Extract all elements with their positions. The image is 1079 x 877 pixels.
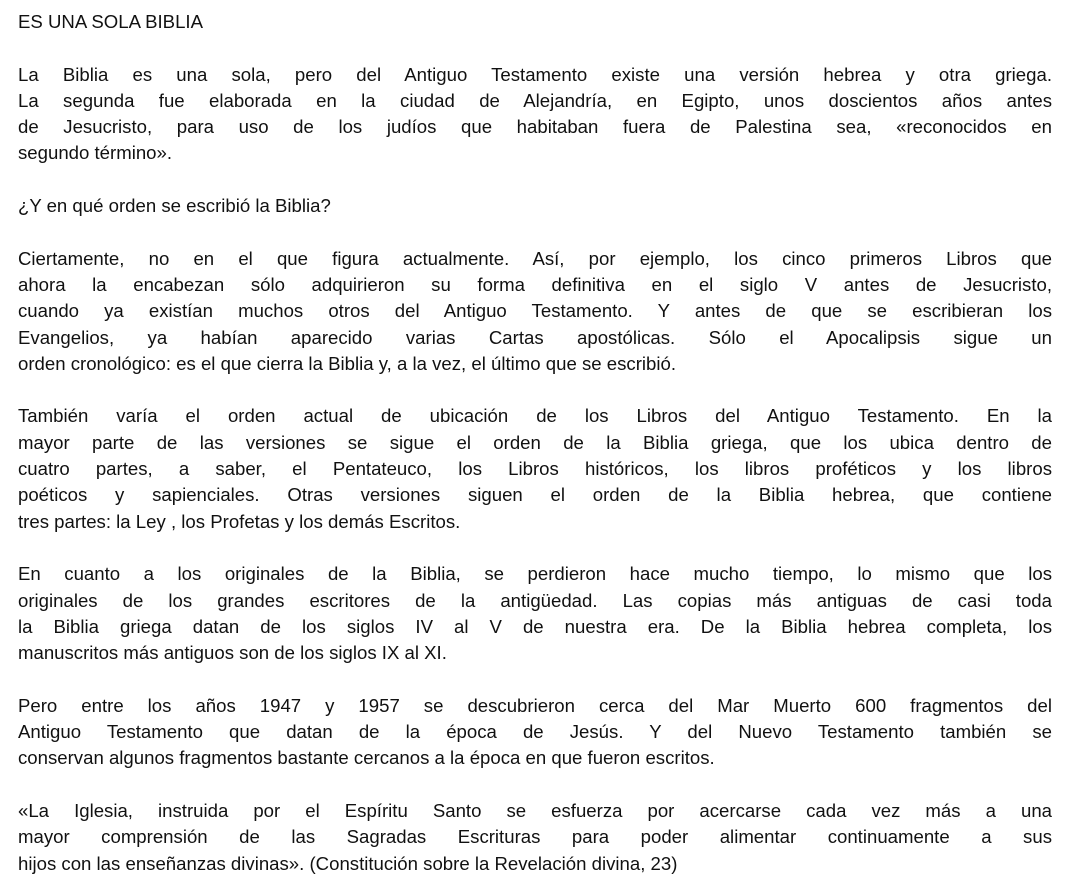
paragraph (18, 561, 1052, 666)
paragraph (18, 62, 1052, 167)
document-page (18, 9, 1052, 877)
document-title: ES UNA SOLA BIBLIA (18, 11, 203, 32)
text-line: la Biblia griega datan de los siglos IV al V de nuestra era. De la Biblia hebrea completa, los (18, 615, 1052, 637)
text-line: ahora la encabezan sólo adquirieron su forma definitiva en el siglo V antes de Jesucristo, (18, 273, 1052, 295)
text-line: orden cronológico: es el que cierra la Biblia y, a la vez, el último que se escribió. (18, 352, 677, 374)
text-line: cuando ya existían muchos otros del Antiguo Testamento. Y antes de que se escribieran los (18, 300, 1052, 322)
text-line: tres partes: la Ley , los Profetas y los demás Escritos. (18, 510, 461, 532)
text-line: «La Iglesia, instruida por el Espíritu Santo se esfuerza por acercarse cada vez más a una (18, 799, 1052, 821)
text-line: Evangelios, ya habían aparecido varias Cartas apostólicas. Sólo el Apocalipsis sigue un (18, 326, 1052, 348)
text-line: hijos con las enseñanzas divinas». (Constitución sobre la Revelación divina, 23) (18, 852, 678, 874)
text-line: La Biblia es una sola, pero del Antiguo Testamento existe una versión hebrea y otra griega. (18, 63, 1052, 85)
text-line: Pero entre los años 1947 y 1957 se descubrieron cerca del Mar Muerto 600 fragmentos del (18, 694, 1052, 716)
document-body (18, 62, 1052, 877)
text-line: conservan algunos fragmentos bastante cercanos a la época en que fueron escritos. (18, 747, 715, 769)
paragraph (18, 403, 1052, 534)
paragraph (18, 693, 1052, 772)
text-line: mayor parte de las versiones se sigue el orden de la Biblia griega, que los ubica dentro de (18, 431, 1052, 453)
text-line: segundo término». (18, 142, 173, 164)
text-line: mayor comprensión de las Sagradas Escrituras para poder alimentar continuamente a sus (18, 826, 1052, 848)
text-line: cuatro partes, a saber, el Pentateuco, los Libros históricos, los libros proféticos y los libros (18, 458, 1052, 480)
text-line: La segunda fue elaborada en la ciudad de Alejandría, en Egipto, unos doscientos años antes (18, 89, 1052, 111)
text-line: En cuanto a los originales de la Biblia, se perdieron hace mucho tiempo, lo mismo que los (18, 563, 1052, 585)
text-line: Antiguo Testamento que datan de la época de Jesús. Y del Nuevo Testamento también se (18, 721, 1052, 743)
paragraph (18, 193, 1052, 219)
text-line: Ciertamente, no en el que figura actualmente. Así, por ejemplo, los cinco primeros Libros que (18, 247, 1052, 269)
text-line: También varía el orden actual de ubicación de los Libros del Antiguo Testamento. En la (18, 405, 1052, 427)
text-line: manuscritos más antiguos son de los siglos IX al XI. (18, 642, 447, 664)
text-line: de Jesucristo, para uso de los judíos que habitaban fuera de Palestina sea, «reconocidos en (18, 116, 1052, 138)
text-line: ¿Y en qué orden se escribió la Biblia? (18, 195, 331, 217)
paragraph (18, 246, 1052, 377)
text-line: poéticos y sapienciales. Otras versiones siguen el orden de la Biblia hebrea, que contiene (18, 484, 1052, 506)
paragraph (18, 798, 1052, 877)
text-line: originales de los grandes escritores de la antigüedad. Las copias más antiguas de casi toda (18, 589, 1052, 611)
